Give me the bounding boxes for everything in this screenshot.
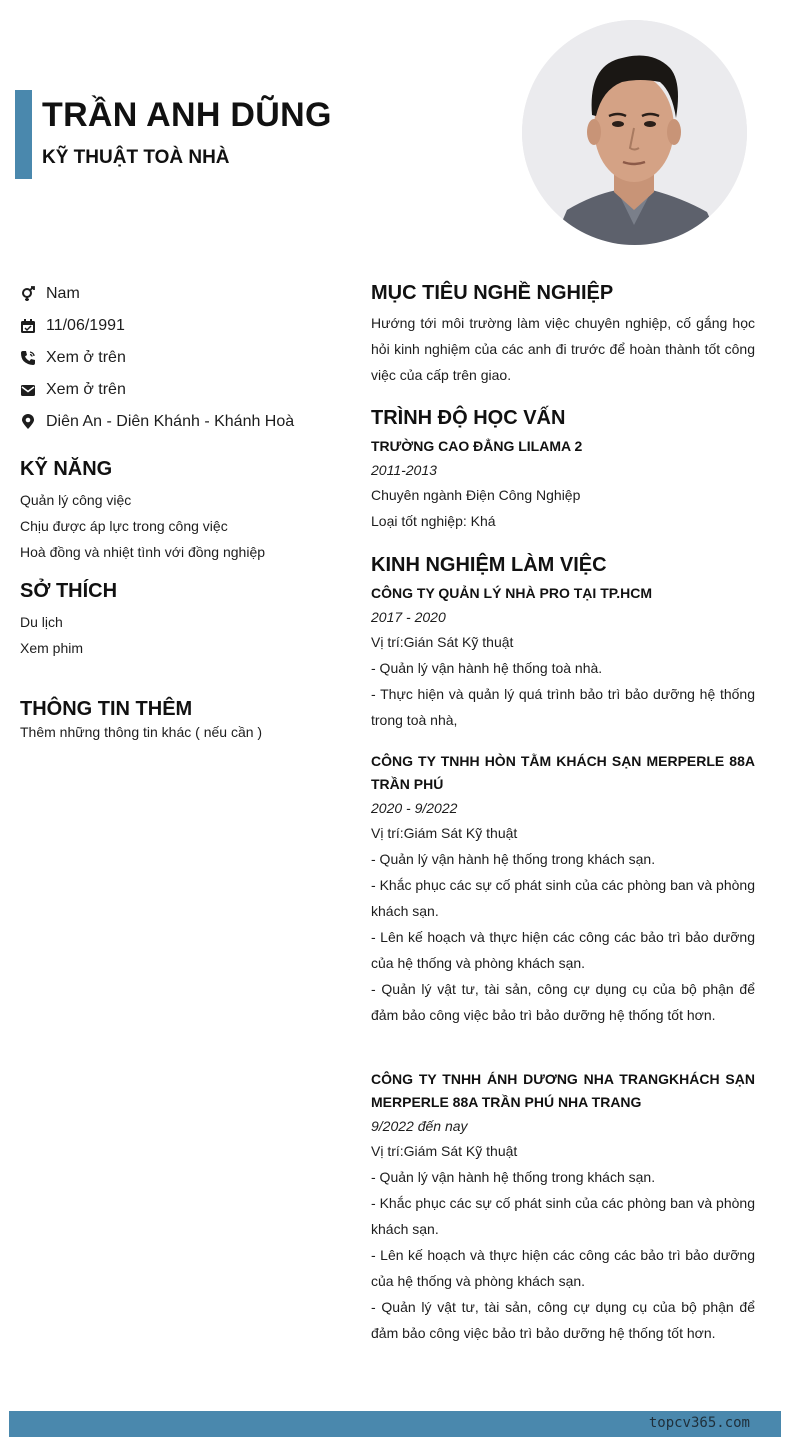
job-period: 9/2022 đến nay: [371, 1118, 468, 1134]
skill-item: Hoà đồng và nhiệt tình với đồng nghiệp: [20, 544, 266, 560]
calendar-icon: [20, 318, 36, 334]
job-position: Vị trí:Giám Sát Kỹ thuật: [371, 825, 518, 841]
objective-text: Hướng tới môi trường làm việc chuyên nghiệp, cố gắng học hỏi kinh nghiệm của các anh đi trước để hoàn thành tốt công việc của cấp trên giao.: [371, 315, 755, 383]
experience-title: KINH NGHIỆM LÀM VIỆC: [371, 554, 607, 576]
job-entry: [371, 1068, 755, 1346]
job-company: CÔNG TY TNHH HÒN TẰM KHÁCH SẠN MERPERLE 88A TRẦN PHÚ: [371, 753, 755, 792]
job-period: 2020 - 9/2022: [371, 800, 458, 816]
job-duty: - Quản lý vận hành hệ thống toà nhà.: [371, 660, 603, 676]
education-period: 2011-2013: [371, 462, 437, 478]
contact-list: [20, 278, 340, 438]
education-school: TRƯỜNG CAO ĐẲNG LILAMA 2: [371, 438, 583, 454]
contact-address: [20, 406, 340, 438]
hobbies-title: SỞ THÍCH: [20, 580, 118, 602]
email-icon: [20, 382, 36, 398]
location-icon: [20, 414, 36, 430]
more-info-section: [20, 698, 340, 743]
education-grade: Loại tốt nghiệp: Khá: [371, 513, 496, 529]
experience-section: [371, 554, 755, 733]
objective-title: MỤC TIÊU NGHỀ NGHIỆP: [371, 282, 614, 304]
education-title: TRÌNH ĐỘ HỌC VẤN: [371, 407, 566, 429]
more-info-text: Thêm những thông tin khác ( nếu cần ): [20, 724, 263, 740]
job-duty: - Lên kế hoạch và thực hiện các công các bảo trì bảo dưỡng của hệ thống và phòng khách sạn.: [371, 1247, 755, 1289]
job-duty: - Khắc phục các sự cố phát sinh của các phòng ban và phòng khách sạn.: [371, 877, 755, 919]
candidate-name: TRẦN ANH DŨNG: [42, 96, 332, 134]
profile-photo: [522, 20, 747, 245]
footer-bar: [9, 1411, 781, 1437]
hobbies-section: [20, 580, 340, 661]
contact-gender-text: Nam: [46, 285, 80, 302]
phone-icon: [20, 350, 36, 366]
skills-title: KỸ NĂNG: [20, 458, 113, 480]
education-major: Chuyên ngành Điện Công Nghiệp: [371, 487, 581, 503]
job-company: CÔNG TY QUẢN LÝ NHÀ PRO TẠI TP.HCM: [371, 585, 653, 601]
job-duty: - Khắc phục các sự cố phát sinh của các phòng ban và phòng khách sạn.: [371, 1195, 755, 1237]
job-duty: - Thực hiện và quản lý quá trình bảo trì bảo dưỡng hệ thống trong toà nhà,: [371, 686, 755, 728]
job-period: 2017 - 2020: [371, 609, 446, 625]
hobby-item: Xem phim: [20, 640, 84, 656]
more-info-title: THÔNG TIN THÊM: [20, 698, 193, 720]
contact-address-text: Diên An - Diên Khánh - Khánh Hoà: [46, 413, 295, 430]
contact-email-text: Xem ở trên: [46, 381, 126, 398]
objective-section: [371, 282, 755, 388]
contact-phone-text: Xem ở trên: [46, 349, 126, 366]
job-position: Vị trí:Gián Sát Kỹ thuật: [371, 634, 514, 650]
job-company: CÔNG TY TNHH ÁNH DƯƠNG NHA TRANGKHÁCH SẠN MERPERLE 88A TRẦN PHÚ NHA TRANG: [371, 1071, 755, 1110]
hobby-item: Du lịch: [20, 614, 63, 630]
skill-item: Chịu được áp lực trong công việc: [20, 518, 228, 534]
candidate-role: KỸ THUẬT TOÀ NHÀ: [42, 147, 230, 168]
contact-birthday-text: 11/06/1991: [46, 317, 125, 334]
job-entry: [371, 582, 755, 733]
skills-section: [20, 458, 340, 565]
footer-watermark: topcv365.com: [648, 1415, 750, 1431]
contact-birthday: [20, 310, 340, 342]
job-position: Vị trí:Giám Sát Kỹ thuật: [371, 1143, 518, 1159]
skill-item: Quản lý công việc: [20, 492, 132, 508]
contact-gender: [20, 278, 340, 310]
name-accent-bar: [15, 90, 32, 179]
contact-email[interactable]: [20, 374, 340, 406]
gender-icon: [20, 286, 36, 302]
job-duty: - Lên kế hoạch và thực hiện các công các bảo trì bảo dưỡng của hệ thống và phòng khách sạn.: [371, 929, 755, 971]
left-column: [20, 278, 340, 743]
job-duty: - Quản lý vận hành hệ thống trong khách sạn.: [371, 1169, 656, 1185]
education-section: [371, 407, 755, 534]
job-duty: - Quản lý vật tư, tài sản, công cự dụng cụ của bộ phận để đảm bảo công việc bảo trì bảo dưỡng hệ thống tốt hơn.: [371, 1299, 755, 1341]
job-duty: - Quản lý vận hành hệ thống trong khách sạn.: [371, 851, 656, 867]
job-duty: - Quản lý vật tư, tài sản, công cự dụng cụ của bộ phận để đảm bảo công việc bảo trì bảo dưỡng hệ thống tốt hơn.: [371, 981, 755, 1023]
contact-phone[interactable]: [20, 342, 340, 374]
job-entry: [371, 750, 755, 1028]
